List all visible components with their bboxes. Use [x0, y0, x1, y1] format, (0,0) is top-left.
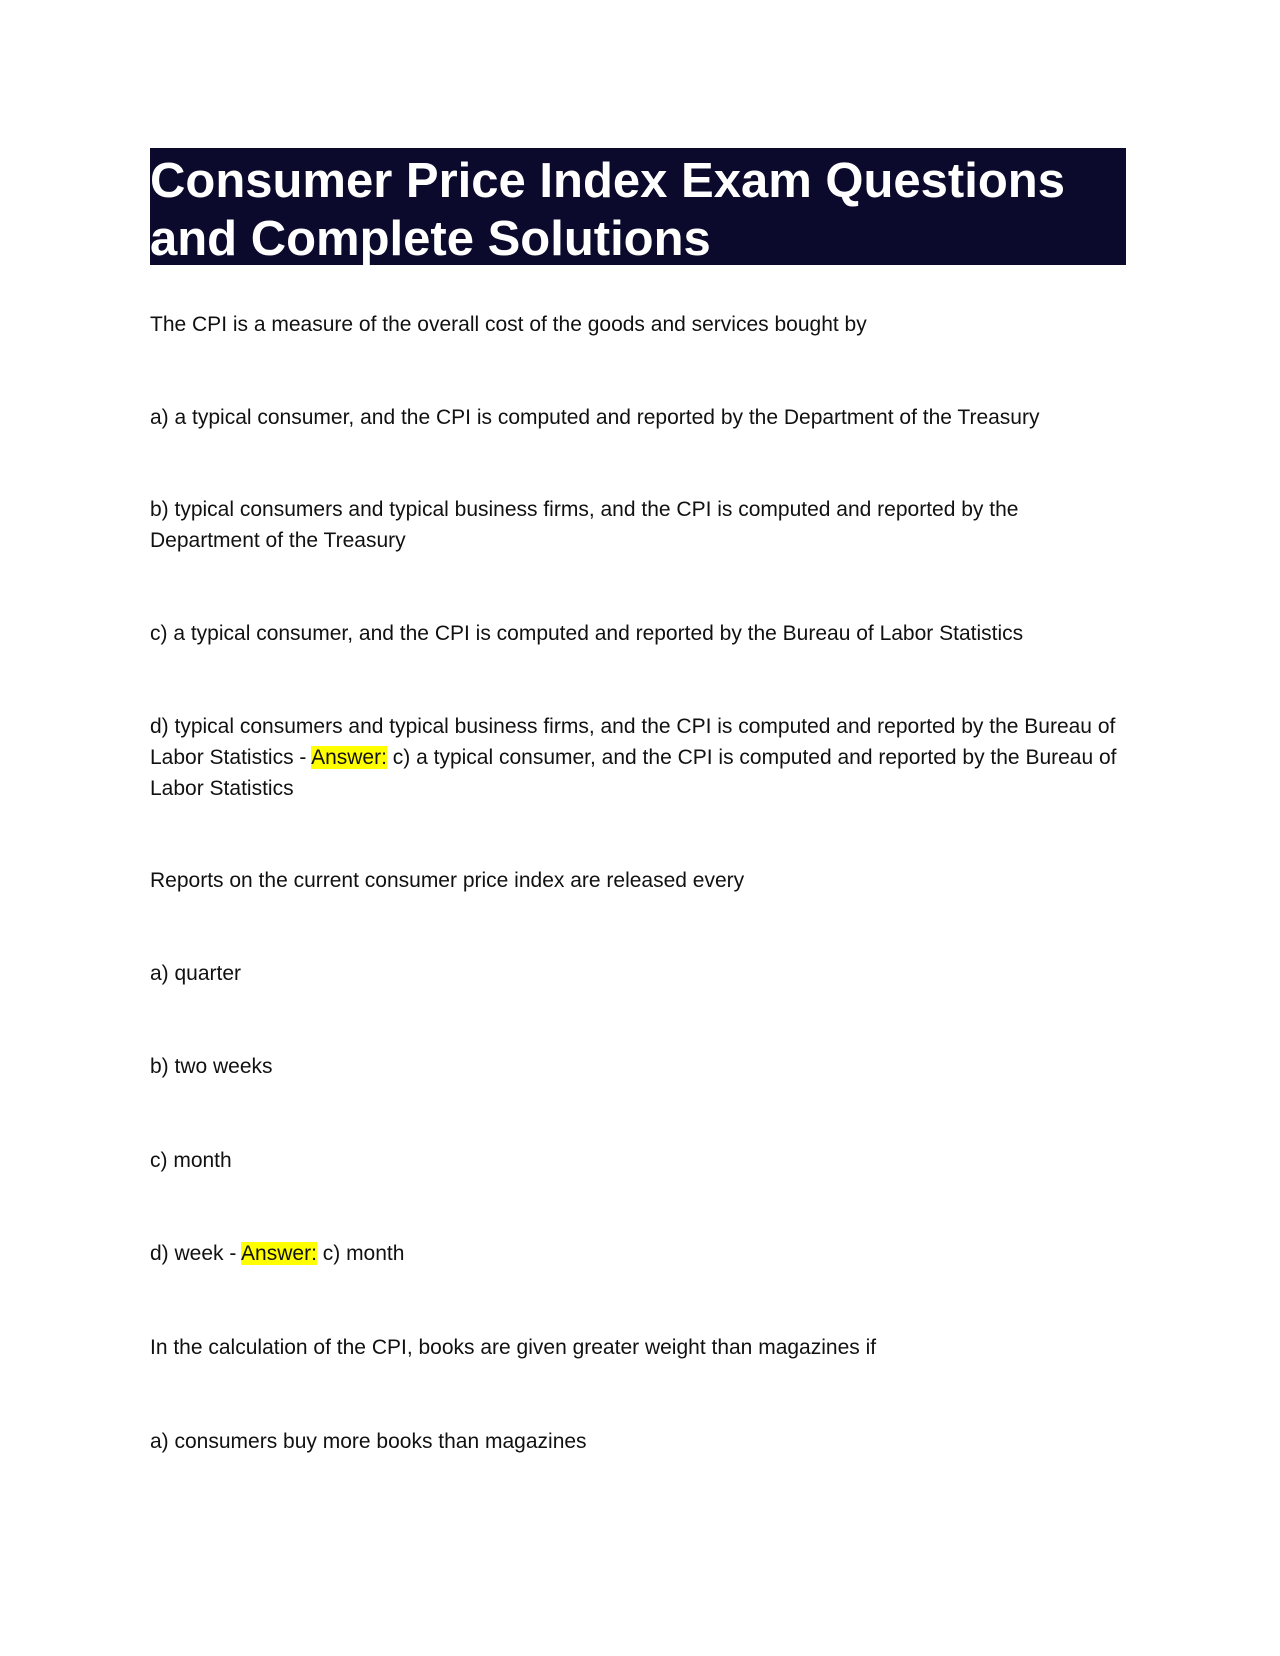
question-2-option-a: a) quarter: [150, 962, 242, 985]
question-3-stem: In the calculation of the CPI, books are given greater weight than magazines if: [150, 1336, 877, 1359]
question-3-option-a: a) consumers buy more books than magazines: [150, 1430, 587, 1453]
question-2-option-b: b) two weeks: [150, 1055, 273, 1078]
document-title: [150, 148, 1126, 265]
question-1-option-d-with-answer: [150, 711, 1130, 804]
document-page: [150, 148, 1130, 1453]
question-2-answer: c) month: [316, 1242, 405, 1265]
question-2-option-c: c) month: [150, 1149, 232, 1172]
question-1-option-a: a) a typical consumer, and the CPI is computed and reported by the Department of the Treasury: [150, 406, 1040, 429]
question-1-option-c: c) a typical consumer, and the CPI is computed and reported by the Bureau of Labor Statistics: [150, 622, 1024, 645]
question-1-answer: c) a typical consumer, and the CPI is computed and reported by the Bureau of Labor Statistics: [150, 746, 1117, 800]
question-2-option-d-with-answer: [150, 1238, 1130, 1269]
answer-label-highlight: Answer:: [311, 746, 387, 769]
question-1-option-d: d) typical consumers and typical business firms, and the CPI is computed and reported by the Bureau of Labor Statistics -: [150, 715, 1116, 769]
question-2-stem: Reports on the current consumer price index are released every: [150, 869, 745, 892]
answer-label-highlight: Answer:: [241, 1242, 317, 1265]
title-line-1: Consumer Price Index Exam Questions: [150, 154, 1065, 208]
question-2-option-d: d) week -: [150, 1242, 242, 1265]
title-line-2: and Complete Solutions: [150, 212, 711, 266]
question-1-stem: The CPI is a measure of the overall cost of the goods and services bought by: [150, 313, 867, 336]
question-1-option-b: b) typical consumers and typical business firms, and the CPI is computed and reported by the Department of the Treasury: [150, 498, 1019, 552]
